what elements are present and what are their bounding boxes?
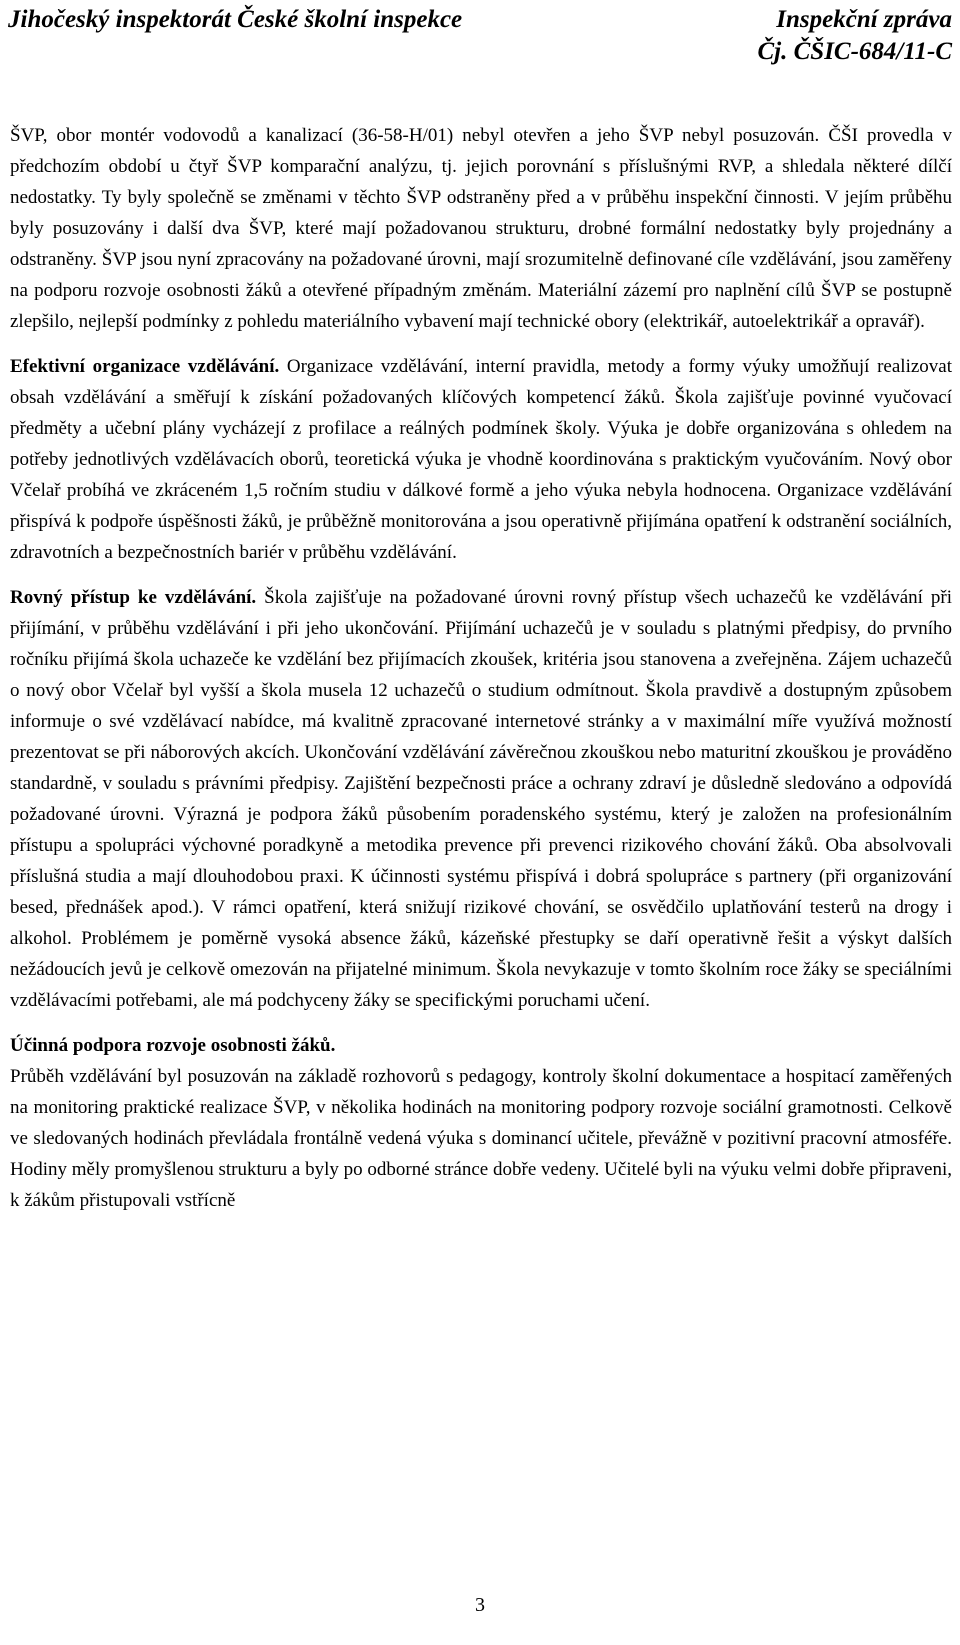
header-reference-number: Čj. ČŠIC-684/11-C <box>757 38 952 65</box>
paragraph-svp <box>10 120 952 337</box>
page-header <box>8 4 952 68</box>
paragraph-efektivni-organizace <box>10 351 952 568</box>
paragraph-text: Škola zajišťuje na požadované úrovni rovný přístup všech uchazečů ke vzdělávání při přijímání, v průběhu vzdělávání i při jeho ukončování. Přijímání uchazečů je v souladu s platnými předpisy, do prvního ročníku přijímá škola uchazeče ke vzdělání bez přijímacích zkoušek, kritéria jsou stanovena a zveřejněna. Zájem uchazečů o nový obor Včelař byl vyšší a škola musela 12 uchazečů o studium odmítnout. Škola pravdivě a dostupným způsobem informuje o své vzdělávací nabídce, má kvalitně zpracované internetové stránky a v maximální míře využívá možností prezentovat se při náborových akcích. Ukončování vzdělávání závěrečnou zkouškou nebo maturitní zkouškou je prováděno standardně, v souladu s právními předpisy. Zajištění bezpečnosti práce a ochrany zdraví je důsledně sledováno a odpovídá požadované úrovni. Výrazná je podpora žáků působením poradenského systému, který je založen na profesionálním přístupu a spolupráci výchovné poradkyně a metodika prevence při prevenci rizikového chování žáků. Oba absolvovali příslušná studia a mají dlouhodobou praxi. K účinnosti systému přispívá i dobrá spolupráce s partnery (při organizování besed, přednášek apod.). V rámci opatření, která snižují rizikové chování, se osvědčilo uplatňování testerů na drogy i alkohol. Problémem je poměrně vysoká absence žáků, kázeňské přestupky se daří operativně řešit a výskyt dalších nežádoucích jevů je celkově omezován na přijatelné minimum. Škola nevykazuje v tomto školním roce žáky se speciálními vzdělávacími potřebami, ale má podchyceny žáky se specifickými poruchami učení. <box>10 587 952 1011</box>
paragraph-heading: Efektivní organizace vzdělávání. <box>10 356 280 377</box>
page-number: 3 <box>475 1594 485 1616</box>
header-report-info <box>758 4 953 68</box>
header-inspectorate: Jihočeský inspektorát České školní inspekce <box>8 6 463 33</box>
paragraph-rovny-pristup <box>10 582 952 1016</box>
paragraph-text: ŠVP, obor montér vodovodů a kanalizací (36-58-H/01) nebyl otevřen a jeho ŠVP nebyl posuzován. ČŠI provedla v předchozím období u čtyř ŠVP komparační analýzu, tj. jejich porovnání s příslušnými RVP, a shledala některé dílčí nedostatky. Ty byly společně se změnami v těchto ŠVP odstraněny před a v průběhu inspekční činnosti. V jejím průběhu byly posuzovány i další dva ŠVP, které mají požadovanou strukturu, drobné formální nedostatky byly projednány a odstraněny. ŠVP jsou nyní zpracovány na požadované úrovni, mají srozumitelně definované cíle vzdělávání, jsou zaměřeny na podporu rozvoje osobnosti žáků a otevřené případným změnám. Materiální zázemí pro naplnění cílů ŠVP se postupně zlepšilo, nejlepší podmínky z pohledu materiálního vybavení mají technické obory (elektrikář, autoelektrikář a opravář). <box>10 125 952 332</box>
document-body <box>10 120 952 1216</box>
paragraph-ucinna-podpora <box>10 1030 952 1216</box>
paragraph-heading: Rovný přístup ke vzdělávání. <box>10 587 257 608</box>
paragraph-heading: Účinná podpora rozvoje osobnosti žáků. <box>10 1035 336 1056</box>
header-report-title: Inspekční zpráva <box>776 6 952 33</box>
paragraph-text: Průběh vzdělávání byl posuzován na základě rozhovorů s pedagogy, kontroly školní dokumentace a hospitací zaměřených na monitoring praktické realizace ŠVP, v několika hodinách na monitoring podpory rozvoje sociální gramotnosti. Celkově ve sledovaných hodinách převládala frontálně vedená výuka s dominancí učitele, převážně v pozitivní pracovní atmosféře. Hodiny měly promyšlenou strukturu a byly po odborné stránce dobře vedeny. Učitelé byli na výuku velmi dobře připraveni, k žákům přistupovali vstřícně <box>10 1066 952 1211</box>
paragraph-text: Organizace vzdělávání, interní pravidla, metody a formy výuky umožňují realizovat obsah vzdělávání a směřují k získání požadovaných klíčových kompetencí žáků. Škola zajišťuje povinné vyučovací předměty a učební plány vycházejí z profilace a reálných podmínek školy. Výuka je dobře organizována s ohledem na potřeby jednotlivých vzdělávacích oborů, teoretická výuka je vhodně koordinována s praktickým vyučováním. Nový obor Včelař probíhá ve zkráceném 1,5 ročním studiu v dálkové formě a jeho výuka nebyla hodnocena. Organizace vzdělávání přispívá k podpoře úspěšnosti žáků, je průběžně monitorována a jsou operativně přijímána opatření k odstranění sociálních, zdravotních a bezpečnostních bariér v průběhu vzdělávání. <box>10 356 952 563</box>
